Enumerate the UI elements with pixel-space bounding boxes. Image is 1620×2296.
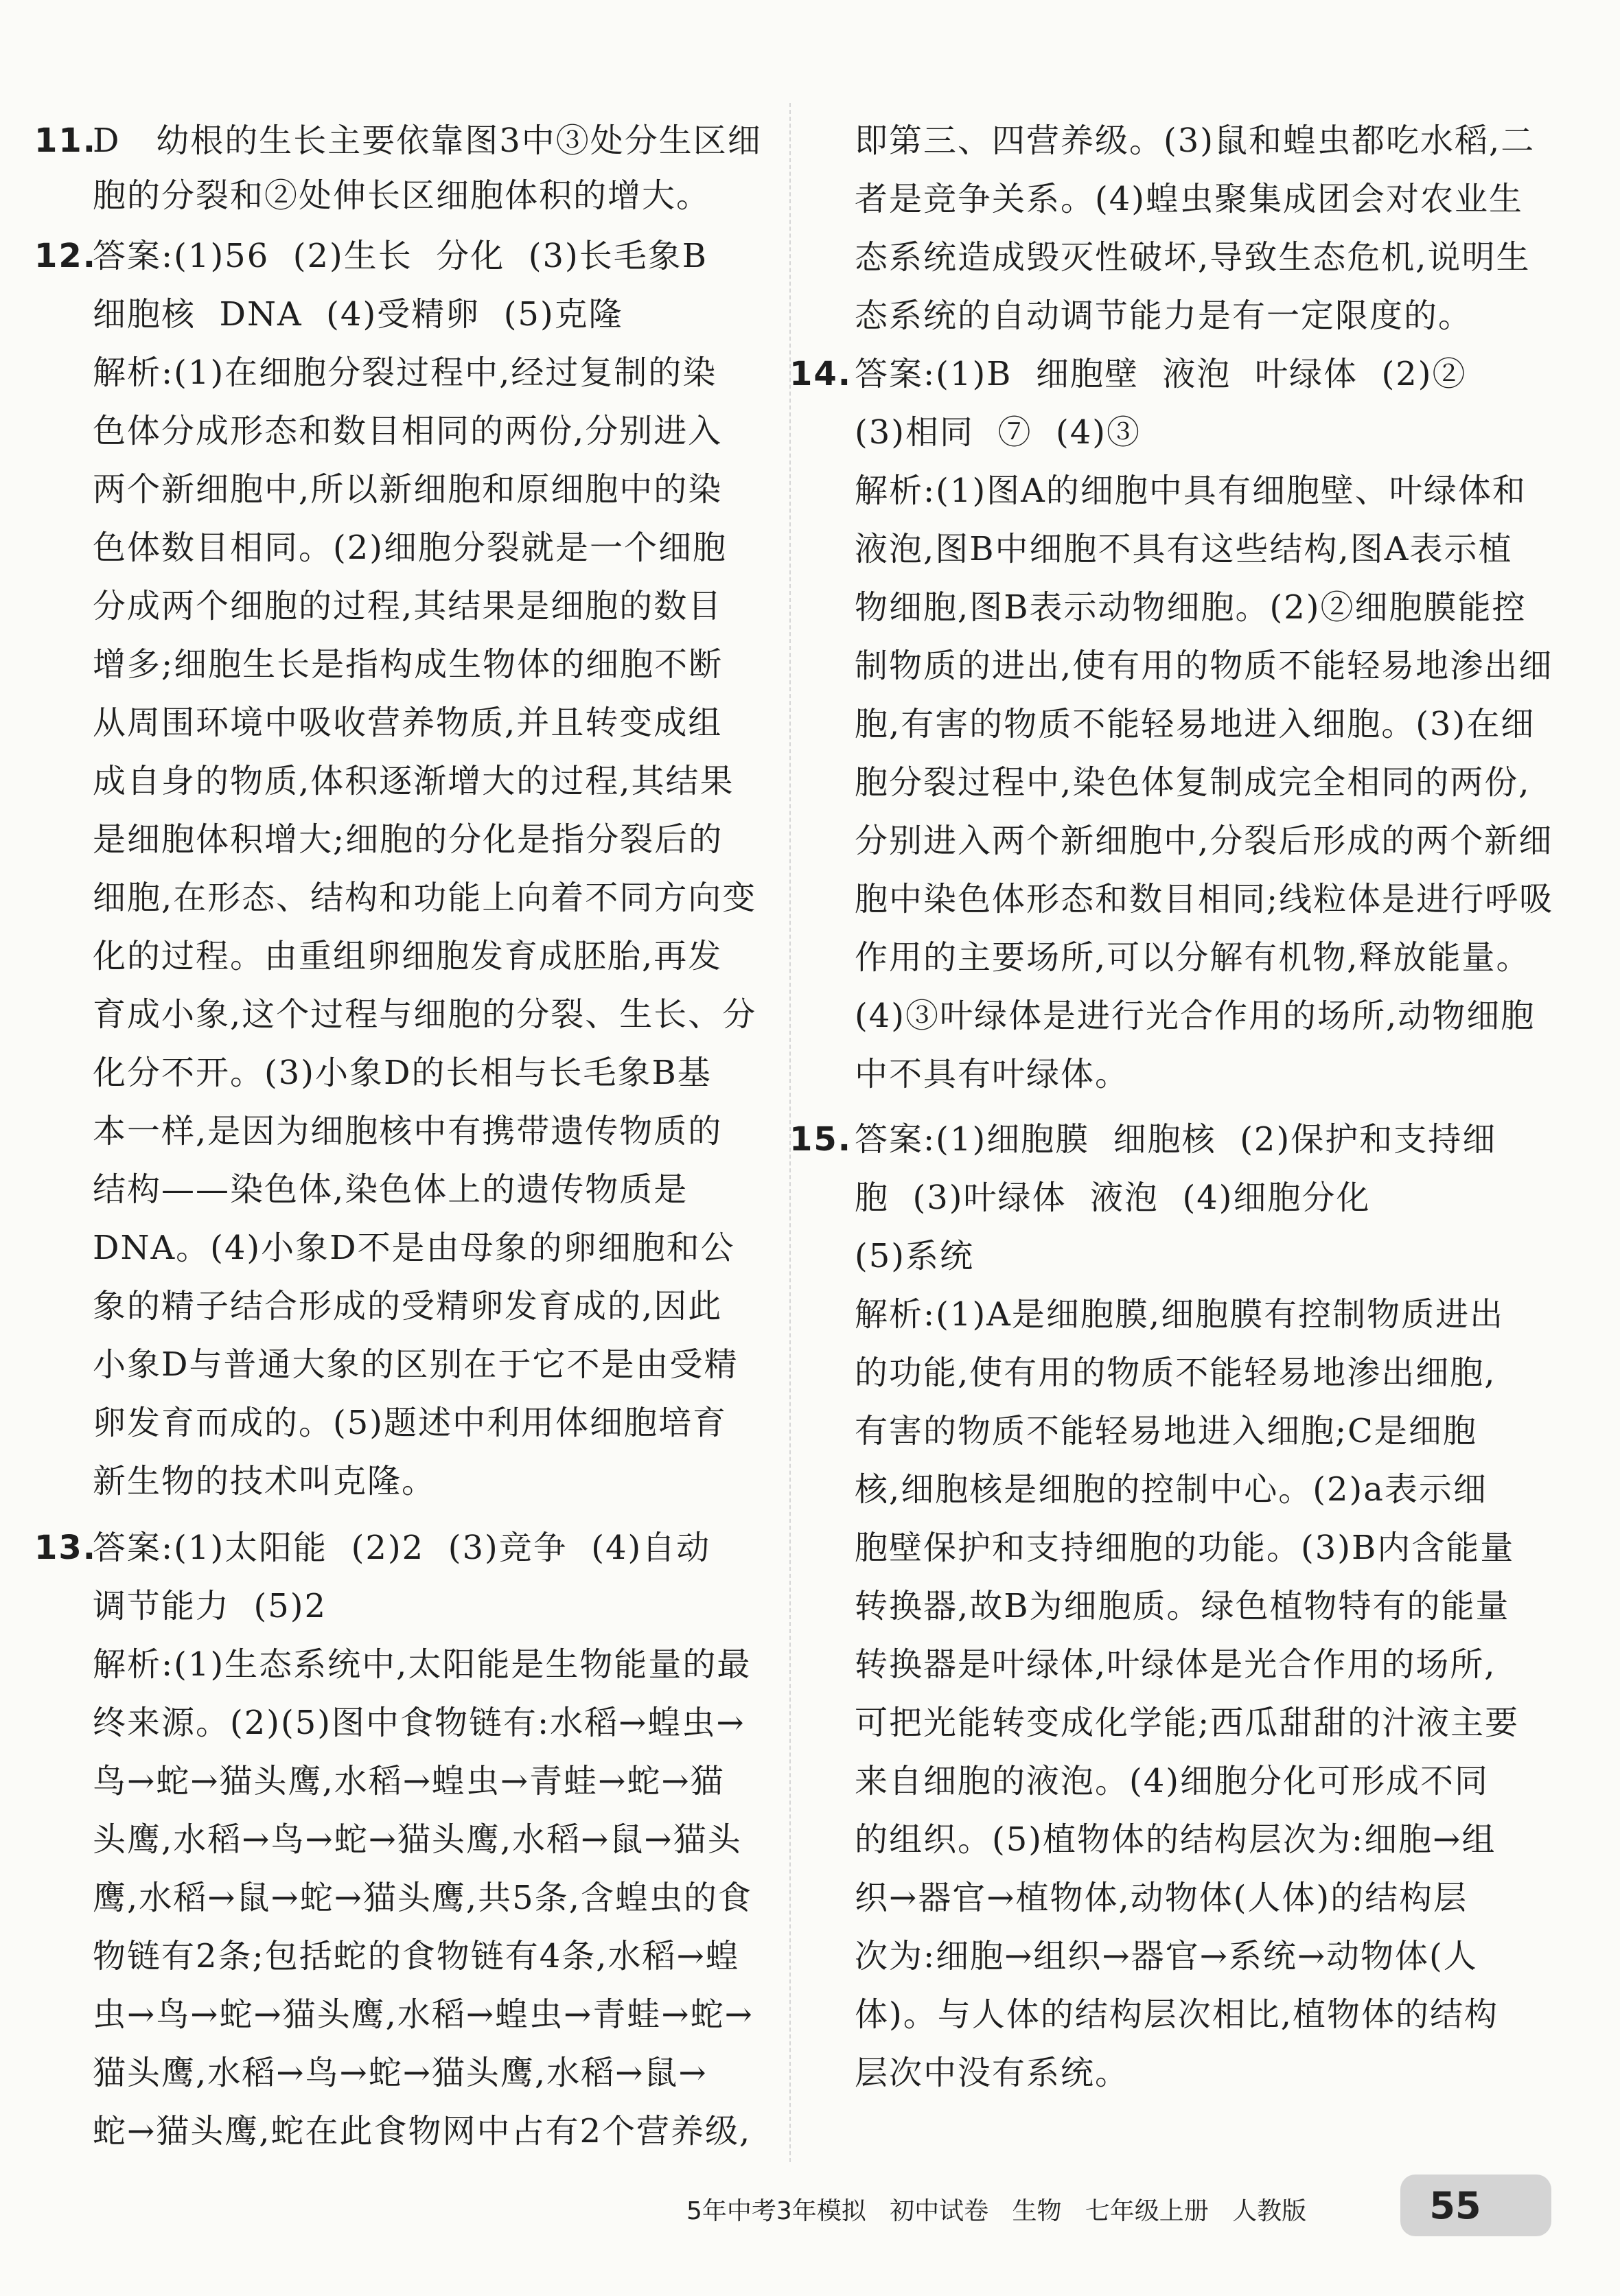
q13-line: 调节能力 (5)2 (93, 1587, 327, 1625)
q12-line: 色体分成形态和数目相同的两份,分别进入 (93, 412, 723, 450)
q15-line: 答案:(1)细胞膜 细胞核 (2)保护和支持细 (855, 1120, 1497, 1159)
q14-line: (3)相同 ⑦ (4)③ (855, 413, 1142, 452)
q13-line: 解析:(1)生态系统中,太阳能是生物能量的最 (93, 1645, 752, 1684)
q14-line: 中不具有叶绿体。 (855, 1055, 1130, 1093)
q14-line: 胞,有害的物质不能轻易地进入细胞。(3)在细 (855, 705, 1536, 743)
q12-line: 解析:(1)在细胞分裂过程中,经过复制的染 (93, 353, 717, 392)
q15-line: 的组织。(5)植物体的结构层次为:细胞→组 (855, 1820, 1496, 1859)
q12-line: 细胞,在形态、结构和功能上向着不同方向变 (93, 879, 757, 917)
q14-line: 作用的主要场所,可以分解有机物,释放能量。 (855, 938, 1531, 977)
q12-line: 成自身的物质,体积逐渐增大的过程,其结果 (93, 762, 734, 800)
q15-number: 15. (789, 1120, 853, 1159)
q14-line: 物细胞,图B表示动物细胞。(2)②细胞膜能控 (855, 588, 1527, 627)
q15-line: 可把光能转变成化学能;西瓜甜甜的汁液主要 (855, 1704, 1520, 1742)
q13-number: 13. (34, 1529, 97, 1567)
q14-number: 14. (789, 355, 853, 393)
page-footer-text: 5年中考3年模拟 初中试卷 生物 七年级上册 人教版 (686, 2196, 1307, 2225)
q13-line: 答案:(1)太阳能 (2)2 (3)竞争 (4)自动 (93, 1529, 711, 1567)
q15-line: 转换器是叶绿体,叶绿体是光合作用的场所, (855, 1645, 1496, 1684)
q13-line: 蛇→猫头鹰,蛇在此食物网中占有2个营养级, (93, 2112, 752, 2150)
q12-line: 细胞核 DNA (4)受精卵 (5)克隆 (93, 295, 623, 334)
q13-line: 物链有2条;包括蛇的食物链有4条,水稻→蝗 (93, 1937, 740, 1975)
q11-number: 11. (34, 121, 97, 160)
q15-line: 解析:(1)A是细胞膜,细胞膜有控制物质进出 (855, 1295, 1505, 1334)
q12-line: 两个新细胞中,所以新细胞和原细胞中的染 (93, 470, 723, 509)
q13-cont-line: 态系统造成毁灭性破坏,导致生态危机,说明生 (855, 238, 1531, 277)
q14-line: 解析:(1)图A的细胞中具有细胞壁、叶绿体和 (855, 472, 1527, 510)
q15-line: 次为:细胞→组织→器官→系统→动物体(人 (855, 1937, 1478, 1975)
page-number: 55 (1429, 2183, 1481, 2227)
q14-line: 制物质的进出,使有用的物质不能轻易地渗出细 (855, 647, 1553, 685)
q15-line: 织→器官→植物体,动物体(人体)的结构层 (855, 1879, 1468, 1917)
q13-line: 鸟→蛇→猫头鹰,水稻→蝗虫→青蛙→蛇→猫 (93, 1762, 725, 1800)
q12-line: 是细胞体积增大;细胞的分化是指分裂后的 (93, 820, 724, 859)
q13-cont-line: 即第三、四营养级。(3)鼠和蝗虫都吃水稻,二 (855, 121, 1536, 160)
q12-line: 新生物的技术叫克隆。 (93, 1462, 437, 1500)
q15-line: 层次中没有系统。 (855, 2054, 1130, 2092)
q15-line: 来自细胞的液泡。(4)细胞分化可形成不同 (855, 1762, 1489, 1800)
q14-line: 胞中染色体形态和数目相同;线粒体是进行呼吸 (855, 880, 1554, 918)
q12-line: 本一样,是因为细胞核中有携带遗传物质的 (93, 1112, 723, 1150)
q15-line: 胞 (3)叶绿体 液泡 (4)细胞分化 (855, 1179, 1371, 1217)
q12-line: 结构——染色体,染色体上的遗传物质是 (93, 1170, 688, 1209)
q12-line: 答案:(1)56 (2)生长 分化 (3)长毛象B (93, 237, 708, 275)
q13-line: 鹰,水稻→鼠→蛇→猫头鹰,共5条,含蝗虫的食 (93, 1879, 752, 1917)
q13-line: 虫→鸟→蛇→猫头鹰,水稻→蝗虫→青蛙→蛇→ (93, 1995, 754, 2034)
q13-cont-line: 者是竞争关系。(4)蝗虫聚集成团会对农业生 (855, 180, 1523, 218)
q12-line: 卵发育而成的。(5)题述中利用体细胞培育 (93, 1404, 727, 1442)
q14-line: 胞分裂过程中,染色体复制成完全相同的两份, (855, 763, 1531, 802)
q14-line: 分别进入两个新细胞中,分裂后形成的两个新细 (855, 822, 1553, 860)
q13-cont-line: 态系统的自动调节能力是有一定限度的。 (855, 297, 1473, 335)
q13-line: 头鹰,水稻→鸟→蛇→猫头鹰,水稻→鼠→猫头 (93, 1820, 742, 1859)
q15-line: (5)系统 (855, 1237, 974, 1275)
q12-line: 增多;细胞生长是指构成生物体的细胞不断 (93, 645, 724, 684)
q12-line: 小象D与普通大象的区别在于它不是由受精 (93, 1345, 739, 1384)
q12-line: 色体数目相同。(2)细胞分裂就是一个细胞 (93, 529, 727, 567)
q12-line: 从周围环境中吸收营养物质,并且转变成组 (93, 704, 723, 742)
q11-line-2: 胞的分裂和②处伸长区细胞体积的增大。 (93, 176, 711, 215)
q12-line: DNA。(4)小象D不是由母象的卵细胞和公 (93, 1229, 735, 1267)
q13-line: 猫头鹰,水稻→鸟→蛇→猫头鹰,水稻→鼠→ (93, 2054, 708, 2092)
q11-line-1: D 幼根的生长主要依靠图3中③处分生区细 (93, 121, 762, 160)
q13-line: 终来源。(2)(5)图中食物链有:水稻→蝗虫→ (93, 1704, 745, 1742)
q14-line: 答案:(1)B 细胞壁 液泡 叶绿体 (2)② (855, 355, 1467, 393)
q12-line: 化的过程。由重组卵细胞发育成胚胎,再发 (93, 937, 723, 975)
q15-line: 胞壁保护和支持细胞的功能。(3)B内含能量 (855, 1529, 1515, 1567)
q12-line: 育成小象,这个过程与细胞的分裂、生长、分 (93, 995, 757, 1034)
q14-line: (4)③叶绿体是进行光合作用的场所,动物细胞 (855, 997, 1536, 1035)
q12-line: 化分不开。(3)小象D的长相与长毛象B基 (93, 1054, 712, 1092)
q12-number: 12. (34, 237, 97, 275)
q12-line: 象的精子结合形成的受精卵发育成的,因此 (93, 1287, 723, 1325)
q14-line: 液泡,图B中细胞不具有这些结构,图A表示植 (855, 530, 1513, 568)
q15-line: 转换器,故B为细胞质。绿色植物特有的能量 (855, 1587, 1510, 1625)
page-number-tab (1400, 2175, 1551, 2236)
q12-line: 分成两个细胞的过程,其结果是细胞的数目 (93, 587, 723, 625)
q15-line: 体)。与人体的结构层次相比,植物体的结构 (855, 1995, 1498, 2034)
q15-line: 的功能,使有用的物质不能轻易地渗出细胞, (855, 1354, 1496, 1392)
q15-line: 核,细胞核是细胞的控制中心。(2)a表示细 (855, 1470, 1488, 1509)
q15-line: 有害的物质不能轻易地进入细胞;C是细胞 (855, 1412, 1477, 1450)
